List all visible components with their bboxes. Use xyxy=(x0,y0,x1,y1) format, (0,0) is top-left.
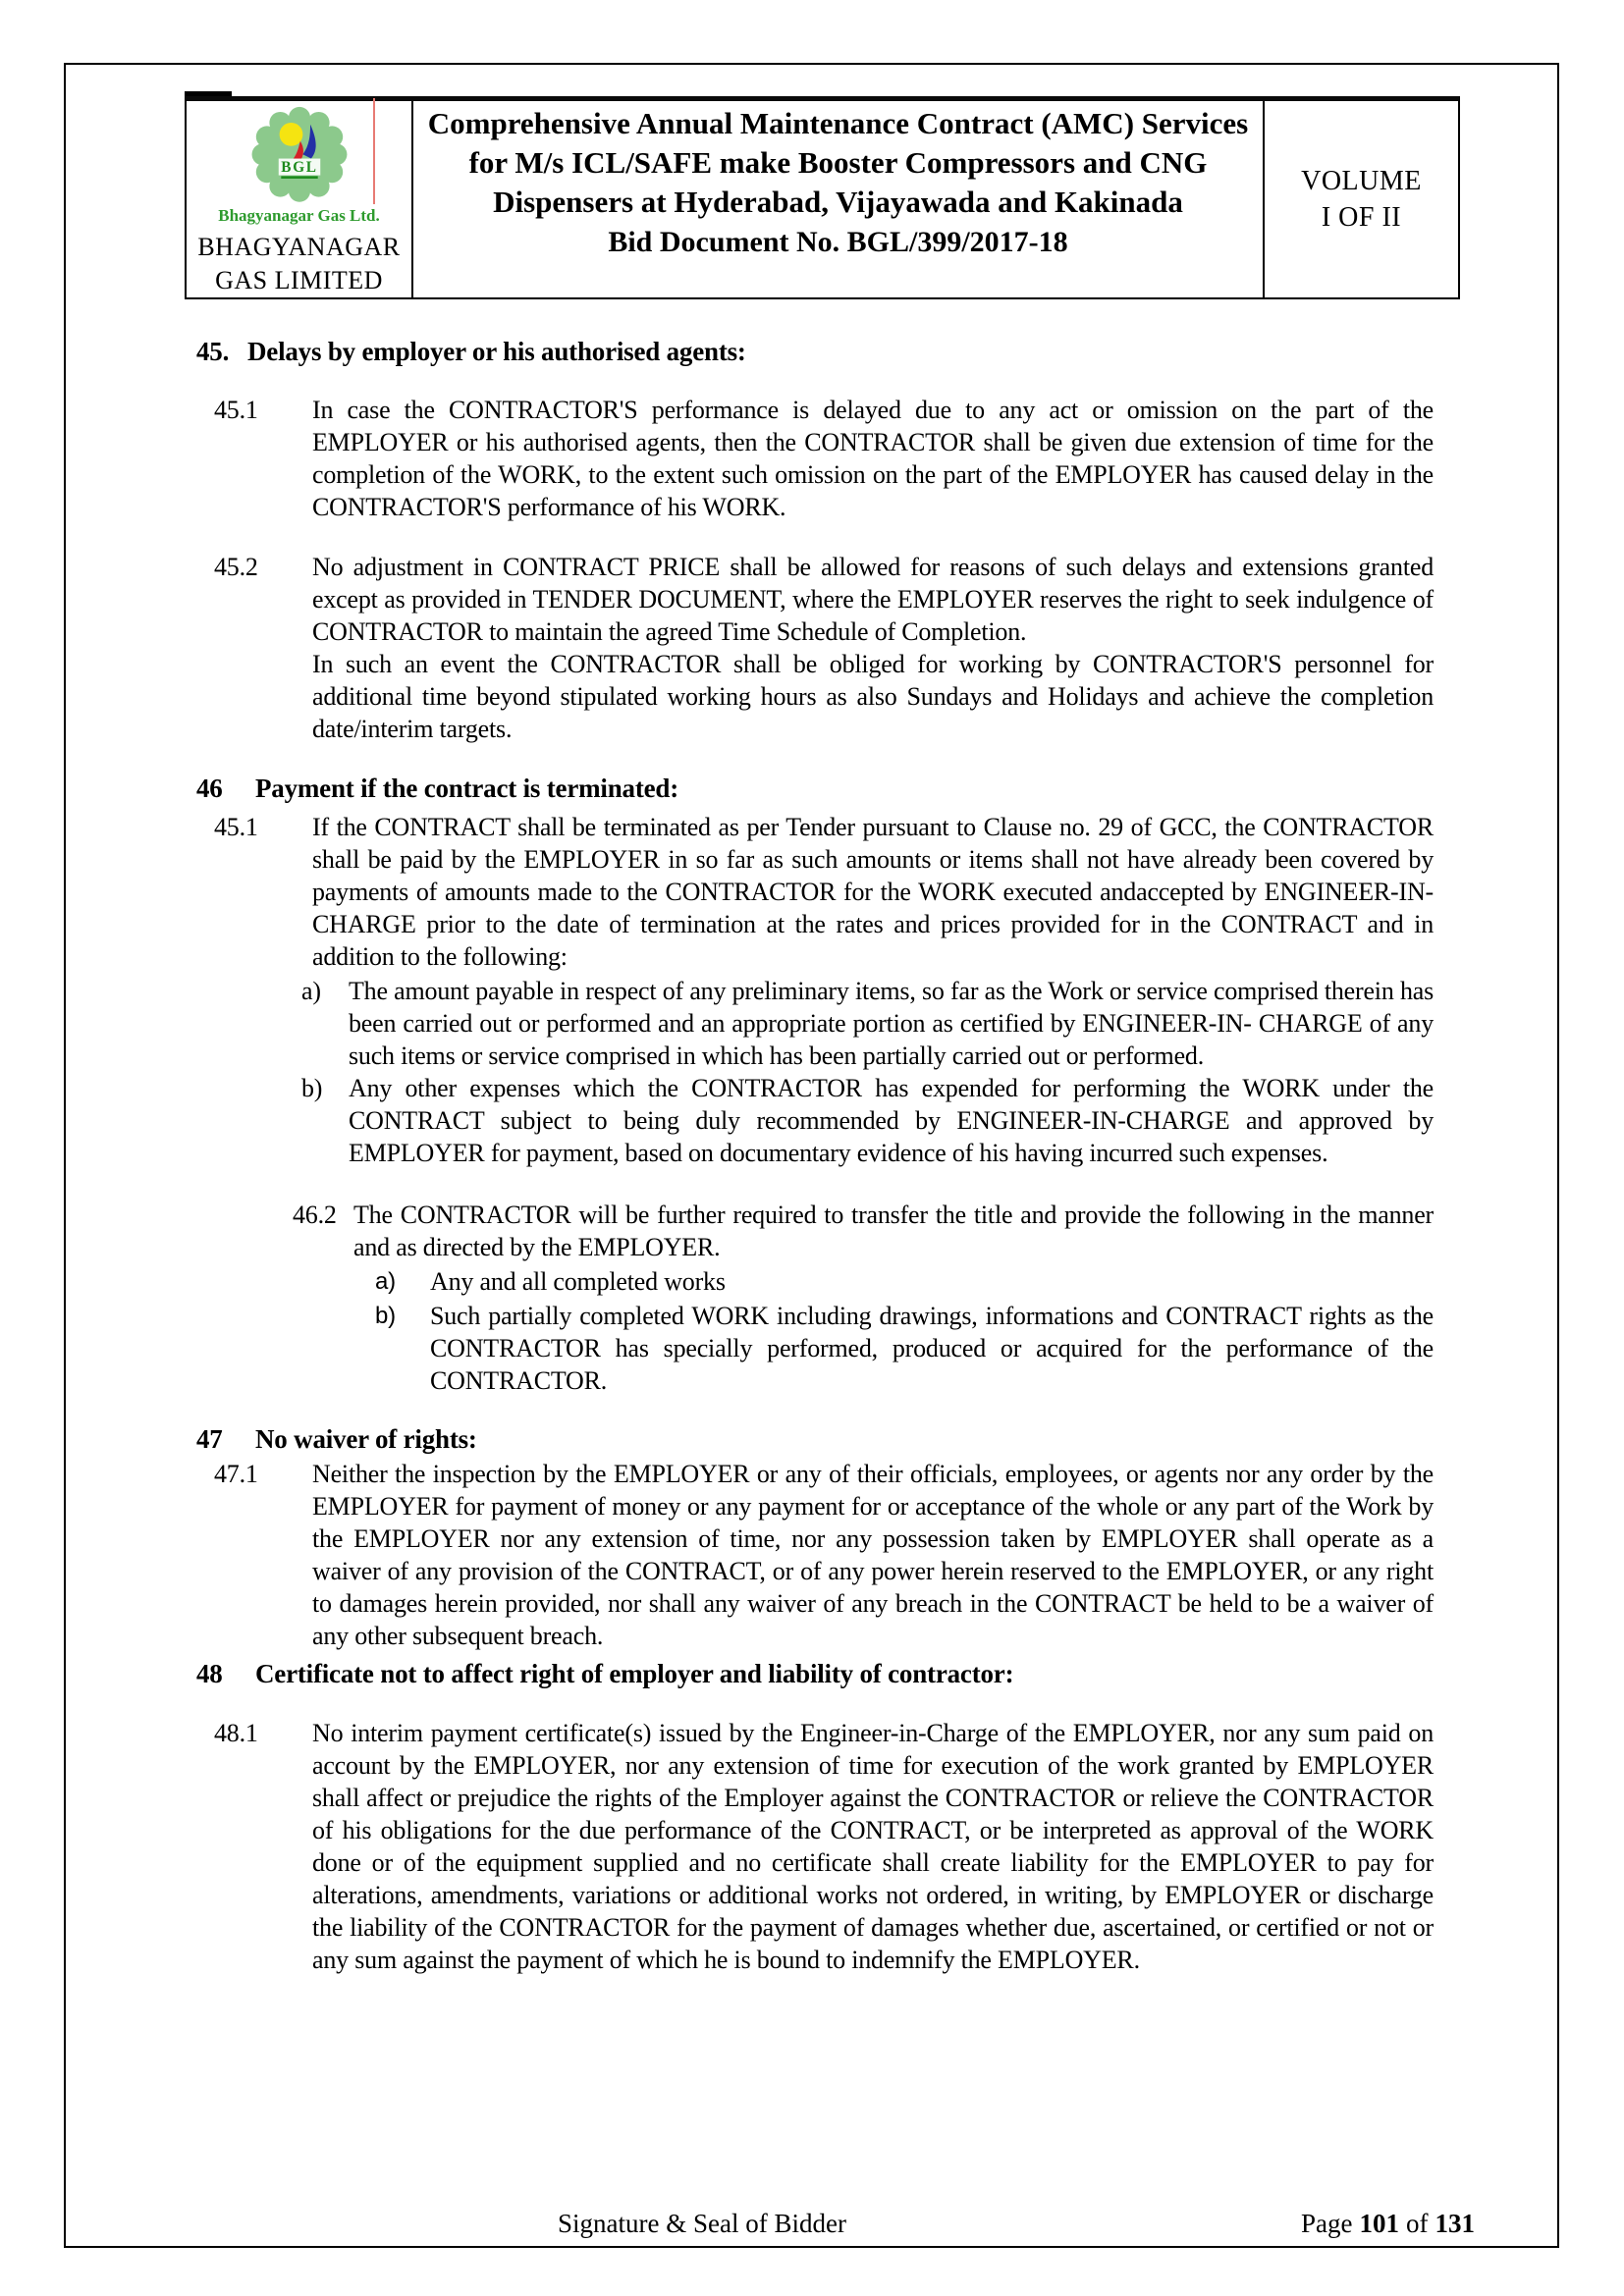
clause-text xyxy=(312,551,1434,745)
clause-text: In case the CONTRACTOR'S performance is delayed due to any act or omission on the part of the EMPLOYER or his authorised agents, then the CONTRACTOR shall be given due extension of time for the completion of the WORK, to the extent such omission on the part of the EMPLOYER has caused delay in the CONTRACTOR'S performance of his WORK. xyxy=(312,396,1434,521)
section-46-heading xyxy=(0,772,1624,805)
logo-tagline: Bhagyanagar Gas Ltd. xyxy=(218,206,380,225)
company-name: BHAGYANAGAR GAS LIMITED xyxy=(197,233,401,294)
page-total: 131 xyxy=(1435,2209,1475,2238)
list-marker: b) xyxy=(375,1303,396,1329)
clause-46-45-1 xyxy=(214,811,1434,973)
signature-seal-label: Signature & Seal of Bidder xyxy=(558,2209,846,2238)
page-label: Page xyxy=(1301,2209,1353,2238)
company-logo-icon xyxy=(244,106,354,206)
section-46-number: 46 xyxy=(196,774,223,803)
clause-45-1 xyxy=(214,394,1434,523)
clause-number: 46.2 xyxy=(293,1201,337,1229)
list-text: The amount payable in respect of any preliminary items, so far as the Work or service comprised therein has been carried out or performed and an appropriate portion as certified by ENGINEER-IN- CHARGE of any such items or service comprised in which has been partially carried out or performed. xyxy=(349,977,1434,1070)
scan-artifact-line xyxy=(373,98,375,204)
sub-list-item-b xyxy=(375,1300,1434,1397)
bid-document-number: Bid Document No. BGL/399/2017-18 xyxy=(608,226,1068,258)
list-marker: a) xyxy=(301,977,321,1005)
volume-line-2: I OF II xyxy=(1321,202,1402,233)
section-48-title: Certificate not to affect right of employer and liability of contractor: xyxy=(255,1659,1014,1688)
document-content xyxy=(0,299,1624,1976)
clause-47-1 xyxy=(214,1458,1434,1652)
clause-number: 45.2 xyxy=(214,553,258,581)
section-48-number: 48 xyxy=(196,1659,223,1688)
list-item-b xyxy=(301,1072,1434,1169)
header-table xyxy=(185,96,1460,299)
volume-cell xyxy=(1265,101,1458,297)
section-47-number: 47 xyxy=(196,1424,223,1454)
document-title: Comprehensive Annual Maintenance Contract (AMC) Services for M/s ICL/SAFE make Booster Compressors and CNG Dispensers at Hyderabad, Vijayawada and Kakinada xyxy=(427,106,1249,219)
clause-number: 48.1 xyxy=(214,1719,258,1747)
section-48-heading xyxy=(0,1657,1624,1690)
list-marker: a) xyxy=(375,1268,396,1295)
clause-paragraph: In such an event the CONTRACTOR shall be obliged for working by CONTRACTOR'S personnel for additional time beyond stipulated working hours as also Sundays and Holidays and achieve the completion date/interim targets. xyxy=(312,650,1434,743)
section-47-title: No waiver of rights: xyxy=(255,1424,477,1454)
clause-number: 45.1 xyxy=(214,396,258,424)
list-text: Any other expenses which the CONTRACTOR has expended for performing the WORK under the CONTRACT subject to being duly recommended by ENGINEER-IN-CHARGE and approved by EMPLOYER for payment, based on documentary evidence of his having incurred such expenses. xyxy=(349,1074,1434,1167)
logo-cell xyxy=(187,101,413,297)
clause-number: 47.1 xyxy=(214,1460,258,1488)
svg-text:BGL: BGL xyxy=(280,159,318,177)
clause-48-1 xyxy=(214,1717,1434,1976)
page-number-indicator xyxy=(1301,2209,1475,2239)
clause-text: The CONTRACTOR will be further required to transfer the title and provide the following in the manner and as directed by the EMPLOYER. xyxy=(353,1201,1434,1261)
clause-number: 45.1 xyxy=(214,813,258,841)
page-footer xyxy=(0,2209,1624,2248)
page-current: 101 xyxy=(1359,2209,1399,2238)
page-of-label: of xyxy=(1406,2209,1429,2238)
volume-line-1: VOLUME xyxy=(1301,166,1422,196)
sun-shape xyxy=(279,123,302,146)
list-text: Any and all completed works xyxy=(430,1267,726,1296)
clause-paragraph: No adjustment in CONTRACT PRICE shall be allowed for reasons of such delays and extensions granted except as provided in TENDER DOCUMENT, where the EMPLOYER reserves the right to seek indulgence of CONTRACTOR to maintain the agreed Time Schedule of Completion. xyxy=(312,553,1434,646)
list-item-a xyxy=(301,975,1434,1072)
clause-45-2 xyxy=(214,551,1434,745)
sub-list-item-a xyxy=(375,1265,1434,1298)
clause-text: Neither the inspection by the EMPLOYER or any of their officials, employees, or agents nor any order by the EMPLOYER for payment of money or any payment for or acceptance of the whole or any part of the Work by the EMPLOYER nor any extension of time, nor any possession taken by EMPLOYER shall operate as a waiver of any provision of the CONTRACT, or of any power herein reserved to the EMPLOYER, or any right to damages herein provided, nor shall any waiver of any breach in the CONTRACT be held to be a waiver of any other subsequent breach. xyxy=(312,1460,1434,1650)
list-text: Such partially completed WORK including drawings, informations and CONTRACT rights as the CONTRACTOR has specially performed, produced or acquired for the performance of the CONTRACTOR. xyxy=(430,1302,1434,1395)
clause-text: No interim payment certificate(s) issued by the Engineer-in-Charge of the EMPLOYER, nor any sum paid on account by the EMPLOYER, nor any extension of time for execution of the work granted by EMPLOYER shall affect or prejudice the rights of the Employer against the CONTRACTOR or relieve the CONTRACTOR of his obligations for the due performance of the CONTRACT, or be interpreted as approval of the WORK done or of the equipment supplied and no certificate shall create liability for the EMPLOYER to pay for alterations, amendments, variations or additional works not ordered, in writing, by EMPLOYER or discharge the liability of the CONTRACTOR for the payment of damages whether due, ascertained, or certified or not or any sum against the payment of which he is bound to indemnify the EMPLOYER. xyxy=(312,1719,1434,1974)
section-47-heading xyxy=(0,1422,1624,1456)
section-45-number: 45. xyxy=(196,337,230,366)
section-46-title: Payment if the contract is terminated: xyxy=(255,774,679,803)
list-marker: b) xyxy=(301,1074,323,1102)
clause-46-2 xyxy=(293,1199,1434,1263)
title-cell xyxy=(413,101,1265,297)
section-45-heading xyxy=(0,335,1624,368)
section-45-title: Delays by employer or his authorised agents: xyxy=(247,337,746,366)
clause-text: If the CONTRACT shall be terminated as per Tender pursuant to Clause no. 29 of GCC, the CONTRACTOR shall be paid by the EMPLOYER in so far as such amounts or items shall not have already been covered by payments of amounts made to the CONTRACTOR for the WORK executed andaccepted by ENGINEER-IN-CHARGE prior to the date of termination at the rates and prices provided for in the CONTRACT and in addition to the following: xyxy=(312,813,1434,971)
